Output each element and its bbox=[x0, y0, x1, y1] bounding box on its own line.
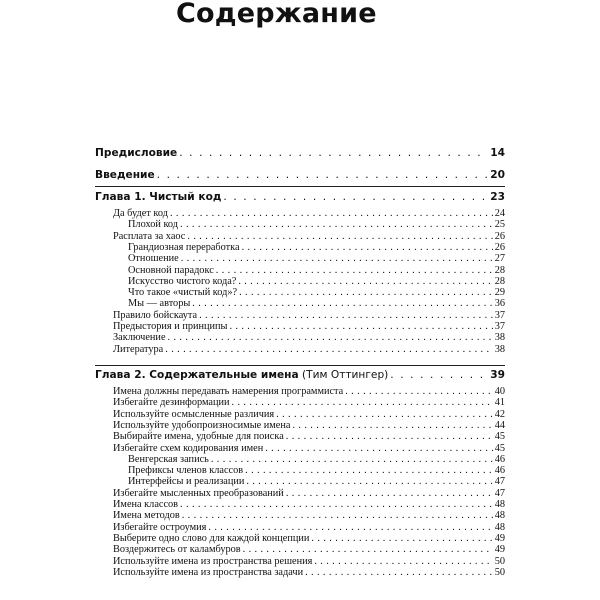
toc-entry-label: Да будет код bbox=[113, 208, 168, 219]
toc-subentry[interactable] bbox=[128, 242, 505, 253]
leader-dots bbox=[238, 276, 492, 287]
toc-entry-page: 45 bbox=[494, 442, 505, 454]
toc-entry-page: 28 bbox=[494, 275, 505, 287]
toc-subentry[interactable] bbox=[128, 219, 505, 230]
toc-entry-label: Избегайте дезинформации bbox=[113, 397, 230, 409]
leader-dots bbox=[180, 219, 493, 230]
leader-dots bbox=[223, 191, 488, 203]
toc-subentry[interactable] bbox=[113, 567, 505, 578]
toc-entry-label: Используйте имена из пространства решения bbox=[113, 555, 313, 567]
toc-entry-label: Воздержитесь от каламбуров bbox=[113, 544, 241, 556]
toc-entry-label: Имена классов bbox=[113, 499, 179, 510]
toc-entry-label: Мы — авторы bbox=[128, 298, 191, 310]
toc-entry-label: Избегайте схем кодирования имен bbox=[113, 442, 264, 454]
toc-subentry[interactable] bbox=[128, 454, 505, 465]
toc-entry-page: 36 bbox=[494, 298, 505, 310]
toc-entry-label: Правило бойскаута bbox=[113, 309, 198, 321]
toc-entry-label: Префиксы членов классов bbox=[128, 465, 244, 477]
leader-dots bbox=[229, 321, 492, 332]
leader-dots bbox=[208, 522, 492, 533]
toc-subentry[interactable] bbox=[113, 386, 505, 397]
toc-entry-chapter-2[interactable] bbox=[95, 369, 505, 381]
toc-subentry[interactable] bbox=[128, 253, 505, 264]
leader-dots bbox=[232, 397, 493, 408]
leader-dots bbox=[170, 208, 493, 219]
leader-dots bbox=[157, 169, 489, 181]
toc-subentry[interactable] bbox=[113, 443, 505, 454]
toc-subentry[interactable] bbox=[113, 231, 505, 242]
toc-entry-page: 26 bbox=[494, 230, 505, 242]
toc-entry-page: 25 bbox=[494, 219, 505, 231]
leader-dots bbox=[211, 454, 493, 465]
toc-subentry[interactable] bbox=[128, 265, 505, 276]
toc-subentry[interactable] bbox=[113, 431, 505, 442]
toc-entry-label: Используйте удобопроизносимые имена bbox=[113, 419, 291, 431]
leader-dots bbox=[179, 147, 488, 159]
toc-entry-chapter-1[interactable] bbox=[95, 191, 505, 203]
leader-dots bbox=[180, 499, 493, 510]
leader-dots bbox=[187, 231, 492, 242]
leader-dots bbox=[265, 443, 492, 454]
toc-entry-page: 42 bbox=[494, 408, 505, 420]
toc-entry-label: Расплата за хаос bbox=[113, 230, 186, 242]
toc-subentry[interactable] bbox=[113, 420, 505, 431]
toc-subentry[interactable] bbox=[113, 499, 505, 510]
toc-entry-label: Используйте имена из пространства задачи bbox=[113, 566, 304, 578]
toc-entry-page: 48 bbox=[494, 499, 505, 510]
leader-dots bbox=[390, 369, 488, 381]
page-title: Содержание bbox=[176, 0, 377, 29]
toc-entry-page: 49 bbox=[494, 532, 505, 544]
toc-entry-page: 38 bbox=[494, 332, 505, 344]
toc-entry-page: 47 bbox=[494, 476, 505, 488]
toc-entry-page: 28 bbox=[494, 264, 505, 276]
toc-entry-page: 48 bbox=[494, 521, 505, 533]
leader-dots bbox=[182, 510, 493, 521]
toc-entry-label: Глава 2. Содержательные имена bbox=[95, 369, 299, 381]
toc-entry-label: Избегайте мысленных преобразований bbox=[113, 487, 284, 499]
toc-entry-page: 47 bbox=[494, 487, 505, 499]
leader-dots bbox=[181, 253, 493, 264]
toc-subentry[interactable] bbox=[113, 556, 505, 567]
toc-entry-label: Глава 1. Чистый код bbox=[95, 191, 222, 203]
leader-dots bbox=[242, 242, 493, 253]
leader-dots bbox=[192, 298, 492, 309]
toc-subentry[interactable] bbox=[128, 287, 505, 298]
leader-dots bbox=[165, 344, 492, 355]
toc-entry-label: Предыстория и принципы bbox=[113, 321, 228, 332]
toc-subentry[interactable] bbox=[113, 488, 505, 499]
toc-entry-page: 37 bbox=[494, 321, 505, 332]
toc-entry-label: Имена методов bbox=[113, 510, 180, 522]
toc-entry-page: 48 bbox=[494, 510, 505, 522]
toc-entry-page: 27 bbox=[494, 253, 505, 265]
toc-entry-preface[interactable] bbox=[95, 147, 505, 159]
leader-dots bbox=[243, 544, 493, 555]
toc-entry-label: Предисловие bbox=[95, 147, 178, 159]
toc-subentry[interactable] bbox=[113, 533, 505, 544]
toc-entry-intro[interactable] bbox=[95, 169, 505, 181]
toc-entry-label: Отношение bbox=[128, 253, 179, 265]
toc-subentry[interactable] bbox=[113, 344, 505, 355]
leader-dots bbox=[168, 332, 493, 343]
toc-subentry[interactable] bbox=[113, 310, 505, 321]
toc-entry-page: 40 bbox=[494, 386, 505, 397]
toc-entry-label: Заключение bbox=[113, 332, 166, 344]
toc-subentry[interactable] bbox=[113, 510, 505, 521]
toc-entry-label: Избегайте остроумия bbox=[113, 521, 207, 533]
leader-dots bbox=[246, 476, 492, 487]
leader-dots bbox=[239, 287, 493, 298]
leader-dots bbox=[292, 420, 492, 431]
toc-entry-page: 23 bbox=[490, 191, 505, 203]
toc-entry-page: 50 bbox=[494, 566, 505, 578]
toc-subentry[interactable] bbox=[113, 397, 505, 408]
toc-entry-page: 14 bbox=[490, 147, 505, 159]
toc-subentry[interactable] bbox=[113, 208, 505, 219]
toc-entry-page: 38 bbox=[494, 343, 505, 355]
toc-entry-label: Выбирайте имена, удобные для поиска bbox=[113, 431, 284, 443]
toc-entry-label: Искусство чистого кода? bbox=[128, 275, 237, 287]
toc-entry-page: 26 bbox=[494, 241, 505, 253]
toc-entry-page: 41 bbox=[494, 397, 505, 409]
toc-entry-label: Используйте осмысленные различия bbox=[113, 408, 275, 420]
leader-dots bbox=[276, 409, 493, 420]
leader-dots bbox=[216, 265, 493, 276]
leader-dots bbox=[345, 386, 492, 397]
toc-entry-page: 50 bbox=[494, 555, 505, 567]
leader-dots bbox=[311, 533, 492, 544]
toc-entry-page: 20 bbox=[490, 169, 505, 181]
toc-entry-page: 39 bbox=[490, 369, 505, 381]
toc-entry-page: 46 bbox=[494, 465, 505, 477]
toc-entry-page: 44 bbox=[494, 419, 505, 431]
toc-entry-page: 37 bbox=[494, 309, 505, 321]
leader-dots bbox=[286, 488, 493, 499]
toc-entry-label: Что такое «чистый код»? bbox=[128, 287, 238, 299]
toc-entry-page: 29 bbox=[494, 287, 505, 299]
toc-entry-page: 45 bbox=[494, 431, 505, 443]
toc-entry-label: Плохой код bbox=[128, 219, 179, 231]
toc-subentry[interactable] bbox=[113, 332, 505, 343]
leader-dots bbox=[245, 465, 493, 476]
toc-subentry[interactable] bbox=[113, 409, 505, 420]
toc-subentry[interactable] bbox=[113, 522, 505, 533]
toc-entry-label: Выберите одно слово для каждой концепции bbox=[113, 532, 310, 544]
toc-subentry[interactable] bbox=[128, 298, 505, 309]
divider bbox=[95, 186, 505, 187]
toc-subentry[interactable] bbox=[113, 321, 505, 332]
leader-dots bbox=[314, 556, 492, 567]
leader-dots bbox=[286, 431, 493, 442]
toc-subentry[interactable] bbox=[128, 465, 505, 476]
toc-entry-label: Интерфейсы и реализации bbox=[128, 476, 245, 488]
toc-subentry[interactable] bbox=[128, 476, 505, 487]
toc-entry-label: Венгерская запись bbox=[128, 453, 209, 465]
toc-subentry[interactable] bbox=[113, 544, 505, 555]
toc-entry-page: 46 bbox=[494, 453, 505, 465]
toc-entry-author: (Тим Оттингер) bbox=[302, 369, 389, 381]
toc-entry-label: Имена должны передавать намерения программиста bbox=[113, 386, 344, 397]
toc-entry-label: Литература bbox=[113, 343, 164, 355]
toc-subentry[interactable] bbox=[128, 276, 505, 287]
divider bbox=[95, 365, 505, 366]
leader-dots bbox=[199, 310, 493, 321]
toc-entry-page: 49 bbox=[494, 544, 505, 556]
leader-dots bbox=[305, 567, 493, 578]
toc-entry-page: 24 bbox=[494, 208, 505, 219]
toc-entry-label: Грандиозная переработка bbox=[128, 241, 240, 253]
toc-entry-label: Основной парадокс bbox=[128, 264, 214, 276]
toc-entry-label: Введение bbox=[95, 169, 155, 181]
